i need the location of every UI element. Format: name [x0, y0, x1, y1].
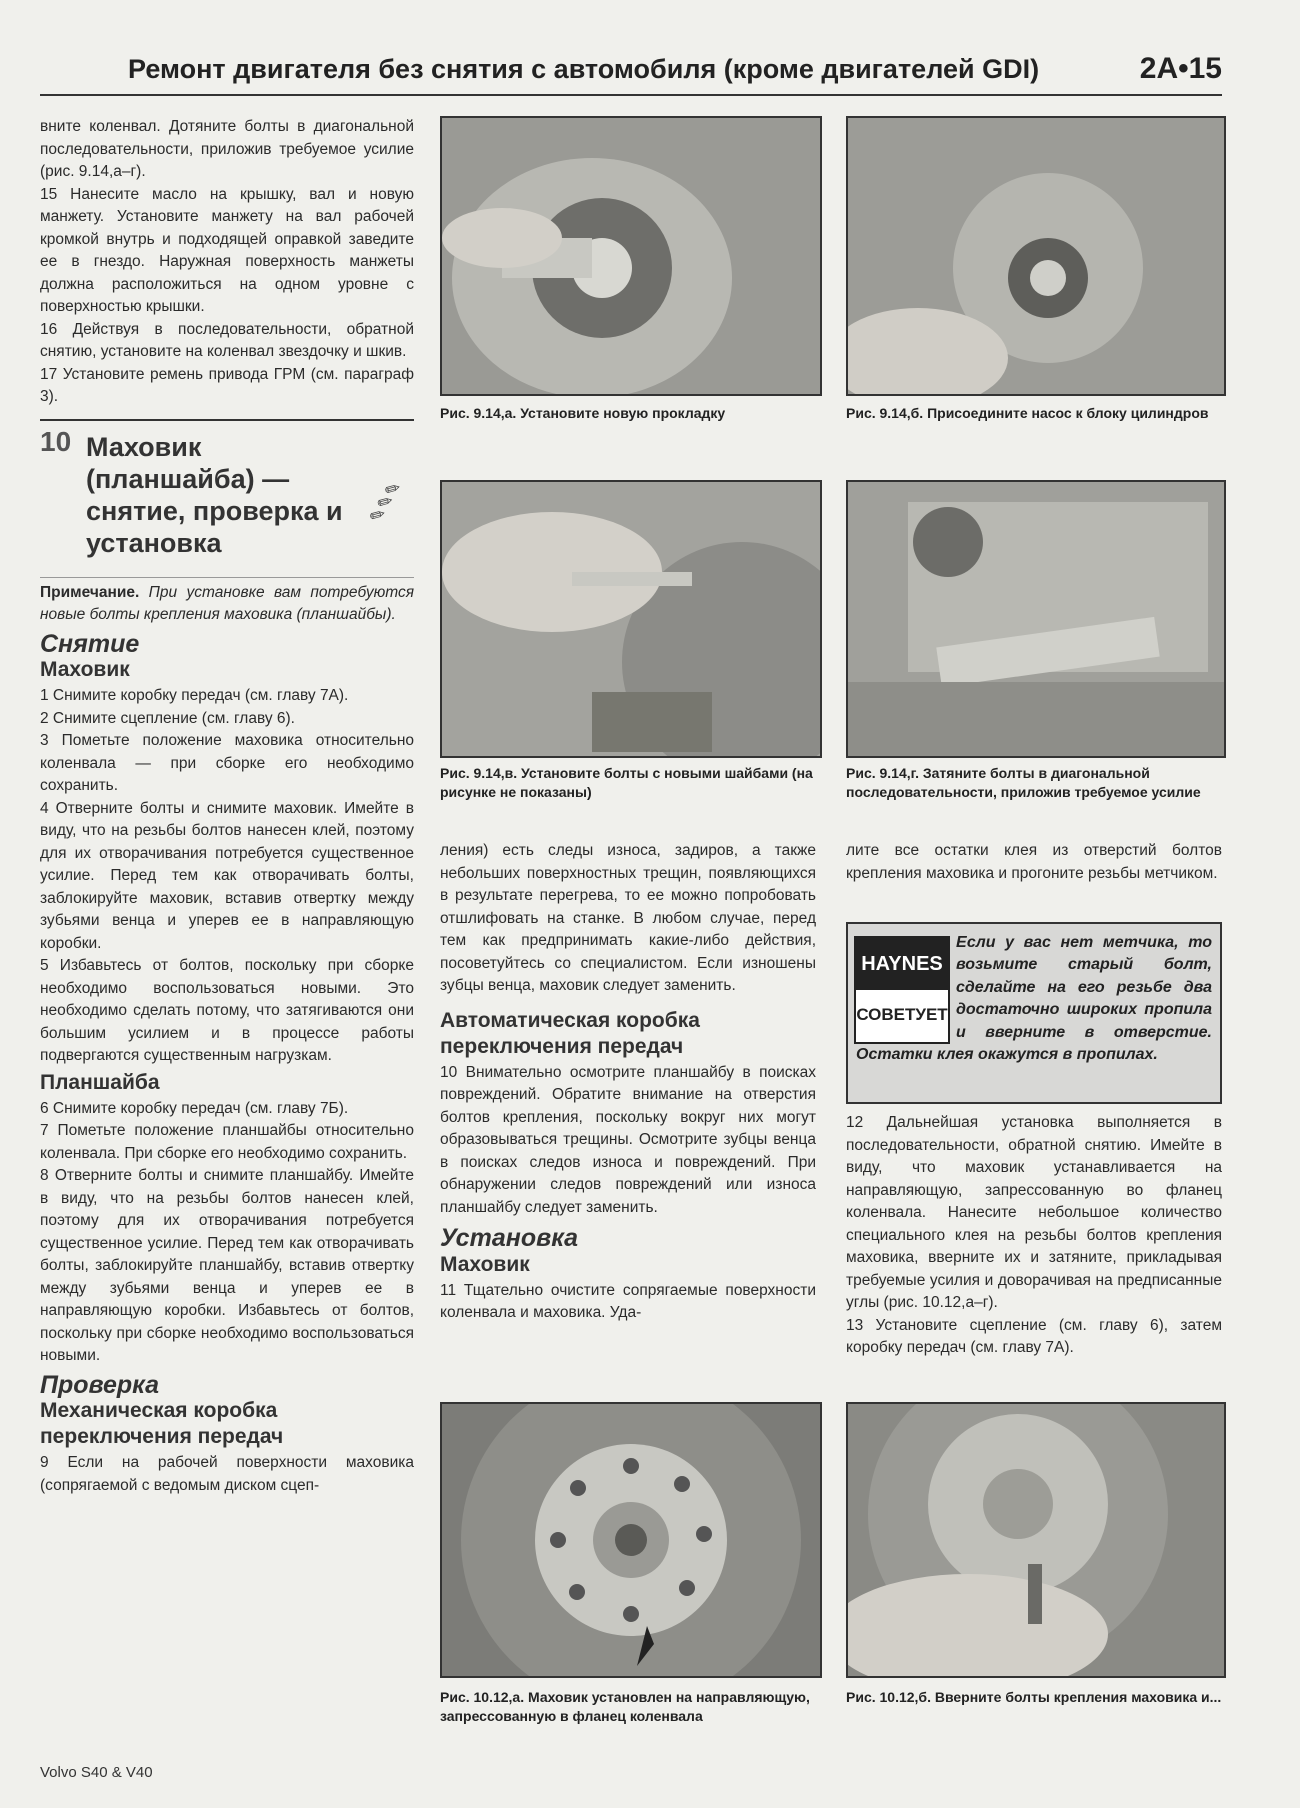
paragraph-auto: 10 Внимательно осмотрите планшайбу в поисках повреждений. Обратите внимание на отверстия болтов крепления, поскольку вокруг них могут образовываться трещины. Осмотрите зубцы венца в поисках следов износа и повреждений. При обнаружении следов повреждений или износа планшайбу следует заменить.: [440, 1063, 816, 1216]
heading-flywheel-install: Маховик: [440, 1252, 530, 1276]
paragraph-top: вните коленвал. Дотяните болты в диагональной последовательности, приложив требуемое усилие (рис. 9.14,а–г). 15 Нанесите масло на крышку, вал и новую манжету. Установите манжету на вал рабочей кромкой внутрь и подходящей оправкой заведите ее в гнездо. Наружная поверхность манжеты должна расположиться на одном уровне с поверхностью крышки. 16 Действуя в последовательности, обратной снятию, установите на коленвал звездочку и шкив. 17 Установите ремень привода ГРМ (см. параграф 3).: [40, 118, 414, 405]
caption-10-12a: Рис. 10.12,а. Маховик установлен на направляющую, запрессованную в фланец коленвала: [440, 1689, 810, 1724]
section-number: 10: [40, 425, 72, 457]
page-number: 2A•15: [1139, 52, 1222, 85]
paragraph-manual: 9 Если на рабочей поверхности маховика (сопрягаемой с ведомым диском сцеп-: [40, 1454, 414, 1494]
haynes-logo: [854, 936, 950, 1044]
section-title: Маховик (планшайба) — снятие, проверка и установка: [86, 431, 343, 558]
column-middle: [440, 840, 816, 1325]
paragraph-install: 11 Тщательно очистите сопрягаемые поверхности коленвала и маховика. Уда-: [440, 1281, 816, 1321]
photo-tighten: [846, 480, 1226, 758]
heading-manual-gearbox: Механическая коробка переключения передач: [40, 1399, 284, 1448]
photo-pump: [846, 116, 1226, 396]
note-label: Примечание.: [40, 583, 140, 601]
photo-bolts: [440, 480, 822, 758]
haynes-tip-text: Если у вас нет метчика, то возьмите старый болт, сделайте на его резьбе два достаточно широких пропила и вверните в отверстие. Остатки клея окажутся в пропилах.: [856, 934, 1212, 1064]
photo-gasket: [440, 116, 822, 396]
section-heading: [40, 419, 414, 577]
column-right: [846, 840, 1222, 885]
paragraph-cont: ления) есть следы износа, задиров, а также небольших поверхностных трещин, появляющихся в результате перегрева, то ее можно попробовать отшлифовать на станке. В любом случае, перед тем как предпринимать какие-либо действия, посоветуйтесь со специалистом. Если изношены зубцы венца, маховик следует заменить.: [440, 842, 816, 994]
caption-9-14b: Рис. 9.14,б. Присоедините насос к блоку цилиндров: [846, 405, 1209, 421]
heading-auto-gearbox: Автоматическая коробка переключения передач: [440, 1008, 700, 1058]
photo-gasket-image: [442, 118, 820, 394]
photo-tighten-image: [848, 482, 1224, 756]
heading-check: Проверка: [40, 1370, 160, 1399]
photo-flywheel-bolts-image: [848, 1404, 1224, 1676]
paragraph-12: 12 Дальнейшая установка выполняется в последовательности, обратной снятию. Имейте в виду, что маховик устанавливается на направляющую, запрессованную во фланец коленвала. Нанесите небольшое количество специального клея на резьбы болтов крепления маховика, вверните их и затяните, прикладывая требуемые усилия и доворачивая на предписанные углы (рис. 10.12,а–г).: [846, 1114, 1222, 1311]
heading-flywheel: Маховик: [40, 658, 130, 681]
running-title: Ремонт двигателя без снятия с автомобиля (кроме двигателей GDI): [128, 54, 1040, 84]
column-right-lower: [846, 1112, 1222, 1360]
paragraph-plate: 6 Снимите коробку передач (см. главу 7Б). 7 Пометьте положение планшайбы относительно коленвала. При сборке его необходимо сохранить. 8 Отверните болты и снимите планшайбу. Имейте в виду, что на резьбы болтов нанесен клей, поэтому для их отворачивания потребуется существенное усилие. Перед тем как отворачивать болты, заблокируйте планшайбу, вставив отвертку между зубьями венца и уперев ее в направляющую коробки. Избавьтесь от болтов, поскольку при сборке необходимо воспользоваться новыми.: [40, 1099, 414, 1364]
photo-flywheel-installed: [440, 1402, 822, 1678]
haynes-brand: HAYNES: [856, 938, 948, 990]
heading-removal: Снятие: [40, 629, 140, 658]
photo-flywheel-image: [442, 1404, 820, 1676]
page-footer: Volvo S40 & V40: [40, 1764, 153, 1781]
paragraph-13: 13 Установите сцепление (см. главу 6), затем коробку передач (см. главу 7А).: [846, 1316, 1222, 1356]
wrench-icon: ✎✎✎: [365, 477, 406, 527]
paragraph-flywheel: 1 Снимите коробку передач (см. главу 7А). 2 Снимите сцепление (см. главу 6). 3 Пометьте положение маховика относительно коленвала — при сборке его необходимо сохранить. 4 Отверните болты и снимите маховик. Имейте в виду, что на резьбы болтов нанесен клей, поэтому для их отворачивания потребуется существенное усилие. Перед тем как отворачивать болты, заблокируйте маховик, вставив отвертку между зубьями венца и уперев ее в направляющую коробки. 5 Избавьтесь от болтов, поскольку при сборке необходимо воспользоваться новыми. Это необходимо сделать потому, что затягиваются они большим усилием и в процессе работы подвергаются существенным нагрузкам.: [40, 687, 414, 1064]
heading-install: Установка: [440, 1224, 579, 1252]
haynes-tip-box: [846, 922, 1222, 1104]
photo-pump-image: [848, 118, 1224, 394]
paragraph-cont-right: лите все остатки клея из отверстий болтов крепления маховика и прогоните резьбы метчиком.: [846, 842, 1222, 882]
note: [40, 577, 414, 627]
page-header: [40, 48, 1222, 96]
haynes-advises: СОВЕТУЕТ: [856, 1005, 948, 1024]
caption-10-12b: Рис. 10.12,б. Вверните болты крепления маховика и...: [846, 1689, 1222, 1705]
column-left: [40, 116, 414, 1497]
caption-9-14v: Рис. 9.14,в. Установите болты с новыми шайбами (на рисунке не показаны): [440, 765, 813, 800]
caption-9-14g: Рис. 9.14,г. Затяните болты в диагональной последовательности, приложив требуемое усилие: [846, 765, 1201, 800]
photo-bolts-image: [442, 482, 820, 756]
heading-plate: Планшайба: [40, 1070, 160, 1094]
caption-9-14a: Рис. 9.14,а. Установите новую прокладку: [440, 405, 726, 421]
note-text: При установке вам потребуются новые болты крепления маховика (планшайбы).: [40, 583, 414, 623]
photo-flywheel-bolts: [846, 1402, 1226, 1678]
